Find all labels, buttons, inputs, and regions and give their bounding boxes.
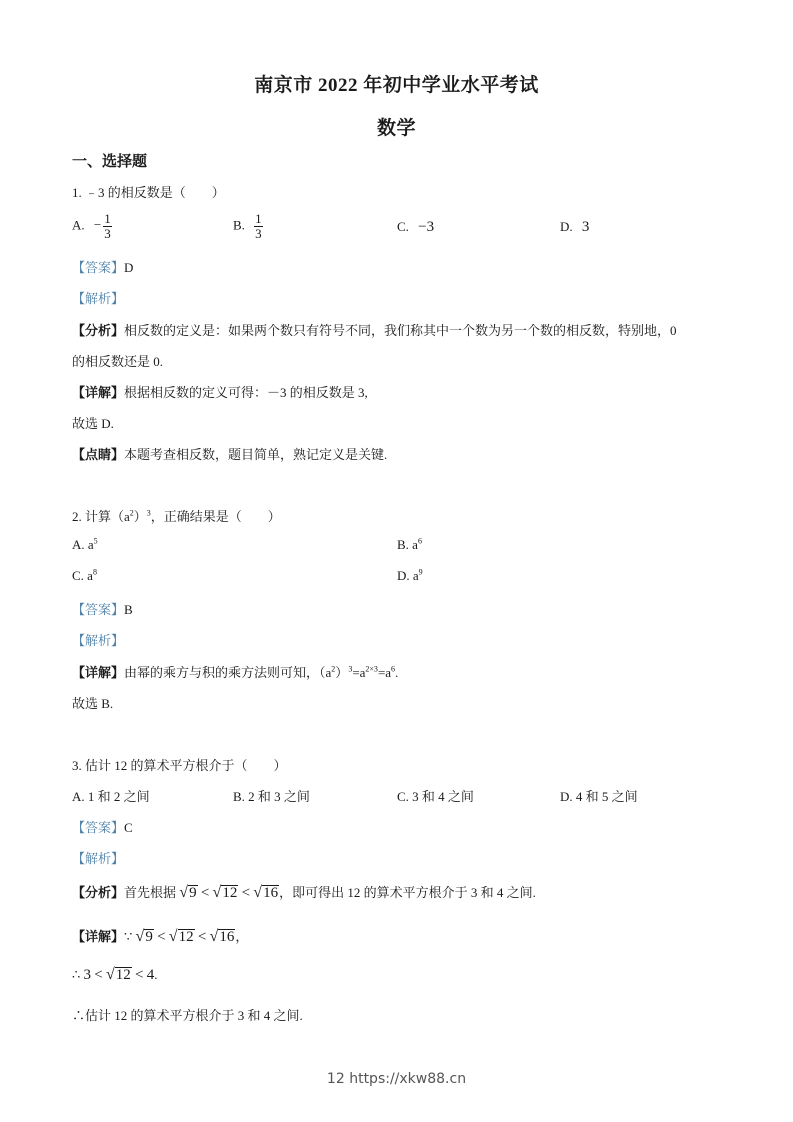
- therefore-symbol: ∴: [72, 967, 81, 982]
- less-than: <: [135, 967, 144, 983]
- exponent: 9: [418, 567, 423, 577]
- radicand: 9: [145, 929, 153, 945]
- option-label: A.: [72, 217, 85, 233]
- numerator: 1: [104, 211, 111, 226]
- xiangjie-text: .: [395, 665, 399, 680]
- therefore-symbol: ∴: [72, 1008, 86, 1023]
- q3-therefore-1: [72, 967, 158, 984]
- option-sign: −: [93, 217, 102, 233]
- xiangjie-text: ）: [335, 665, 349, 680]
- answer-value: C: [124, 820, 133, 835]
- less-than: <: [197, 929, 207, 945]
- q3-option-b: B. 2 和 3 之间: [233, 789, 310, 804]
- q3-conclusion: [72, 1005, 303, 1024]
- q2-xiangjie: [72, 662, 398, 681]
- q1-analysis-tag: 【解析】: [72, 291, 125, 306]
- q3-analysis-tag: 【解析】: [72, 851, 125, 866]
- less-than: <: [241, 885, 251, 901]
- option-label: C. a: [72, 568, 93, 583]
- q2-option-a: [72, 537, 98, 553]
- xiangjie-text: =a: [352, 665, 366, 680]
- q1-option-c: [397, 219, 434, 236]
- question-1-stem: 1. ﹣3 的相反数是（ ）: [72, 185, 225, 200]
- page-number: 12: [326, 1071, 345, 1087]
- fraction: [103, 212, 112, 241]
- q1-option-d: [560, 219, 589, 236]
- conclusion-text: 估计 12 的算术平方根介于 3 和 4 之间.: [85, 1008, 303, 1023]
- exponent: 3: [348, 664, 353, 674]
- number: 3: [83, 967, 92, 983]
- q1-fenxi-line1: [72, 320, 677, 339]
- denominator: 3: [104, 226, 111, 241]
- numerator: 1: [255, 211, 262, 226]
- dianjing-text: 本题考查相反数，题目简单，熟记定义是关键.: [124, 447, 388, 462]
- radicand: 12: [178, 929, 194, 945]
- fenxi-tag: 【分析】: [72, 323, 125, 338]
- less-than: <: [200, 885, 210, 901]
- option-label: C.: [397, 219, 409, 234]
- radicand: 16: [263, 885, 279, 901]
- q1-answer: [72, 257, 133, 276]
- q1-option-a: [72, 212, 112, 241]
- q3-answer: [72, 817, 133, 836]
- exponent: 6: [417, 536, 422, 546]
- footer-url[interactable]: https://xkw88.cn: [349, 1071, 467, 1087]
- q2-analysis-tag: 【解析】: [72, 633, 125, 648]
- q3-option-c: C. 3 和 4 之间: [397, 789, 474, 804]
- stem-text: ，正确结果是（ ）: [150, 509, 281, 524]
- exponent: 6: [391, 664, 396, 674]
- exam-title: 南京市 2022 年初中学业水平考试: [254, 75, 539, 96]
- sqrt-9: √ 9: [135, 928, 153, 945]
- exponent: 2: [331, 664, 336, 674]
- radicand: 12: [222, 885, 238, 901]
- exponent: 2×3: [365, 664, 378, 674]
- denominator: 3: [255, 226, 262, 241]
- answer-value: B: [124, 602, 133, 617]
- sqrt-16: √ 16: [209, 928, 235, 945]
- q1-dianjing: [72, 444, 387, 463]
- q3-option-a: A. 1 和 2 之间: [72, 789, 150, 804]
- sqrt-16: √ 16: [253, 884, 279, 901]
- subject-title: 数学: [376, 118, 416, 139]
- answer-value: D: [124, 260, 134, 275]
- fenxi-text: 相反数的定义是：如果两个数只有符号不同，我们称其中一个数为另一个数的相反数，特别地，0: [124, 323, 677, 338]
- q3-fenxi: [72, 882, 536, 902]
- sqrt-9: √ 9: [179, 884, 197, 901]
- q3-option-d: D. 4 和 5 之间: [560, 789, 638, 804]
- q2-option-b: [397, 537, 422, 553]
- dianjing-tag: 【点睛】: [72, 447, 125, 462]
- question-2-stem: [72, 506, 281, 525]
- q1-xiangjie: [72, 382, 368, 401]
- xiangjie-tag: 【详解】: [72, 385, 125, 400]
- answer-tag: 【答案】: [72, 820, 125, 835]
- option-label: A. a: [72, 537, 94, 552]
- sqrt-12: √ 12: [168, 928, 194, 945]
- comma: ，: [235, 929, 249, 944]
- section-heading: 一、选择题: [72, 154, 148, 170]
- xiangjie-tag: 【详解】: [72, 929, 125, 944]
- stem-text: ）: [133, 509, 147, 524]
- sqrt-12: √ 12: [212, 884, 238, 901]
- option-value: −3: [418, 219, 435, 235]
- sqrt-12: √ 12: [106, 966, 131, 983]
- less-than: <: [94, 967, 103, 983]
- q2-choose: 故选 B.: [72, 696, 114, 711]
- radicand: 16: [219, 929, 235, 945]
- answer-tag: 【答案】: [72, 260, 125, 275]
- radicand: 9: [189, 885, 197, 901]
- xiangjie-text: 根据相反数的定义可得：－3 的相反数是 3,: [124, 385, 368, 400]
- xiangjie-tag: 【详解】: [72, 665, 125, 680]
- question-3-stem: 3. 估计 12 的算术平方根介于（ ）: [72, 758, 287, 773]
- period: .: [154, 967, 158, 982]
- xiangjie-text: 由幂的乘方与积的乘方法则可知，（a: [124, 665, 332, 680]
- page-footer: [0, 1071, 793, 1087]
- stem-text: 2. 计算（a: [72, 509, 130, 524]
- option-label: D.: [560, 219, 573, 234]
- q2-option-c: [72, 568, 97, 584]
- answer-tag: 【答案】: [72, 602, 125, 617]
- option-value: 3: [581, 219, 590, 235]
- option-label: B.: [233, 217, 245, 233]
- exponent: 5: [93, 536, 98, 546]
- xiangjie-text: =a: [377, 665, 392, 680]
- option-label: B. a: [397, 537, 418, 552]
- number: 4: [146, 967, 155, 983]
- q1-option-b: [233, 212, 263, 241]
- q1-choose: 故选 D.: [72, 416, 114, 431]
- q3-xiangjie: [72, 926, 248, 946]
- exponent: 8: [92, 567, 97, 577]
- fenxi-text: ，即可得出 12 的算术平方根介于 3 和 4 之间.: [279, 885, 536, 900]
- fenxi-tag: 【分析】: [72, 885, 125, 900]
- fraction: [254, 212, 263, 241]
- q2-option-d: [397, 568, 423, 584]
- option-label: D. a: [397, 568, 419, 583]
- q2-answer: [72, 599, 133, 618]
- fenxi-text: 首先根据: [124, 885, 177, 900]
- less-than: <: [157, 929, 166, 945]
- because-symbol: ∵: [124, 929, 133, 944]
- exponent: 3: [146, 508, 151, 518]
- q1-fenxi-line2: 的相反数还是 0.: [72, 354, 164, 369]
- exponent: 2: [129, 508, 134, 518]
- radicand: 12: [115, 967, 131, 983]
